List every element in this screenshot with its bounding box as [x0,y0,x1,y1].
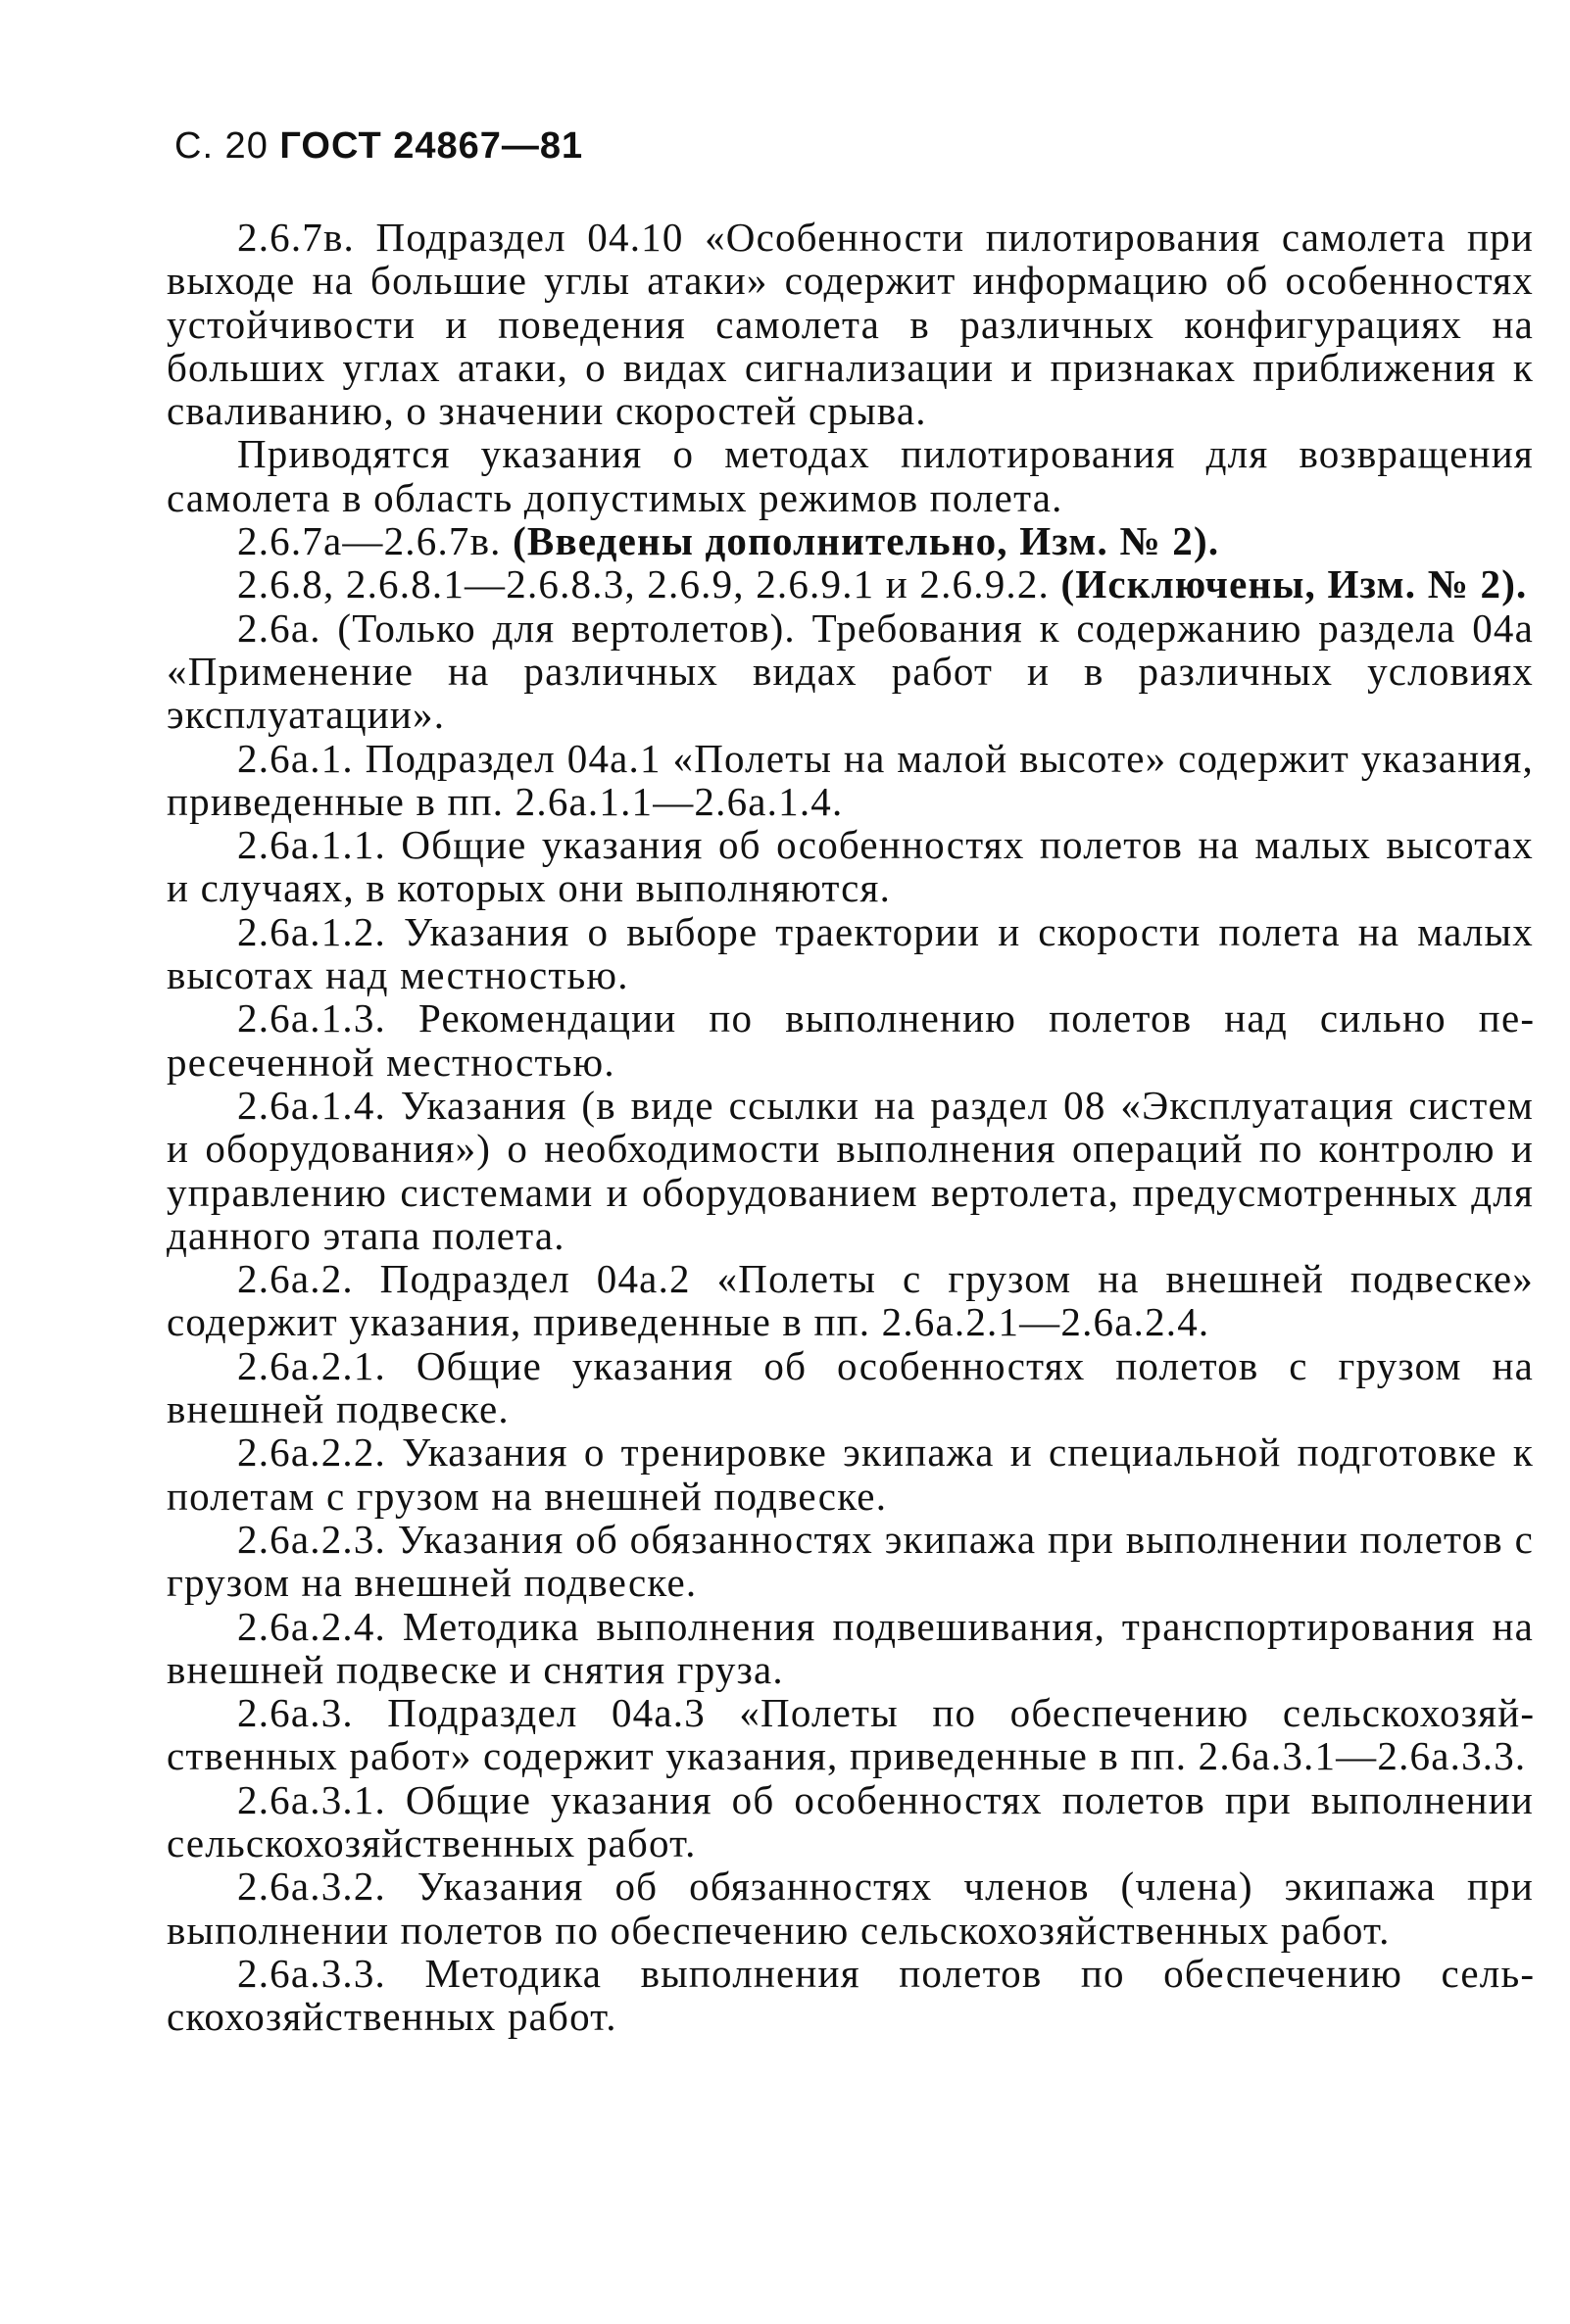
paragraph-2-6a-1-3: 2.6а.1.3. Рекомендации по выполнению полетов над сильно пересеченной местностью. [167,995,1534,1085]
amendment-excluded-note: (Исключены, Изм. № 2). [1060,561,1528,607]
paragraph-amendment-excluded [167,562,1534,605]
paragraph-pilot-guidance: Приводятся указания о методах пилотирования для возвращения самолета в область допустимых режимов полета. [167,431,1534,520]
paragraph-2-6a-1-4: 2.6а.1.4. Указания (в виде ссылки на раздел 08 «Эксплуатация систем и оборудования») о необходимости выполнения операций по контролю и управлению системами и оборудованием вертолета, предусмотренных для данного этапа полета. [167,1082,1534,1258]
body-text [167,216,1534,2038]
paragraph-2-6a-3-3: 2.6а.3.3. Методика выполнения полетов по обеспечению сельскохозяйственных работ. [167,1950,1534,2040]
paragraph-2-6-7v: 2.6.7в. Подраздел 04.10 «Особенности пилотирования самолета при выходе на большие углы атаки» содержит информацию об особенностях устойчивости и поведения самолета в различных конфигурациях на больших углах атаки, о видах сигнализации и признаках приближения к сваливанию, о значении скоростей срыва. [167,215,1534,434]
amendment-introduced-ref: 2.6.7а—2.6.7в. [237,518,514,564]
paragraph-2-6a-2: 2.6а.2. Подраздел 04а.2 «Полеты с грузом на внешней подвеске» содержит указания, приведенные в пп. 2.6а.2.1—2.6а.2.4. [167,1256,1534,1345]
amendment-introduced-note: (Введены дополнительно, Изм. № 2). [513,518,1220,564]
paragraph-2-6a-1-1: 2.6а.1.1. Общие указания об особенностях полетов на малых высотах и случаях, в которых они выполняются. [167,822,1534,911]
paragraph-2-6a: 2.6а. (Только для вертолетов). Требования к содержанию раздела 04а «Применение на различных видах работ и в различных условиях эксплуатации». [167,605,1534,738]
paragraph-2-6a-2-1: 2.6а.2.1. Общие указания об особенностях полетов с грузом на внешней подвеске. [167,1342,1534,1432]
standard-designation: ГОСТ 24867—81 [279,125,584,167]
paragraph-2-6a-2-3: 2.6а.2.3. Указания об обязанностях экипажа при выполнении полетов с грузом на внешней подвеске. [167,1516,1534,1606]
paragraph-2-6a-3: 2.6а.3. Подраздел 04а.3 «Полеты по обеспечению сельскохозяйственных работ» содержит указания, приведенные в пп. 2.6а.3.1—2.6а.3.3. [167,1690,1534,1779]
paragraph-2-6a-3-2: 2.6а.3.2. Указания об обязанностях членов (члена) экипажа при выполнении полетов по обеспечению сельскохозяйственных работ. [167,1864,1534,1953]
paragraph-2-6a-2-2: 2.6а.2.2. Указания о тренировке экипажа и специальной подготовке к полетам с грузом на внешней подвеске. [167,1429,1534,1519]
paragraph-2-6a-1: 2.6а.1. Подраздел 04а.1 «Полеты на малой высоте» содержит указания, приведенные в пп. 2.6а.1.1—2.6а.1.4. [167,735,1534,824]
paragraph-2-6a-1-2: 2.6а.1.2. Указания о выборе траектории и скорости полета на малых высотах над местностью. [167,908,1534,998]
page-number: С. 20 [174,125,269,167]
paragraph-2-6a-3-1: 2.6а.3.1. Общие указания об особенностях полетов при выполнении сельскохозяйственных работ. [167,1776,1534,1865]
page-header [174,125,583,168]
amendment-excluded-ref: 2.6.8, 2.6.8.1—2.6.8.3, 2.6.9, 2.6.9.1 и 2.6.9.2. [237,561,1061,607]
paragraph-amendment-introduced [167,519,1534,562]
paragraph-2-6a-2-4: 2.6а.2.4. Методика выполнения подвешивания, транспортирования на внешней подвеске и снятия груза. [167,1603,1534,1692]
